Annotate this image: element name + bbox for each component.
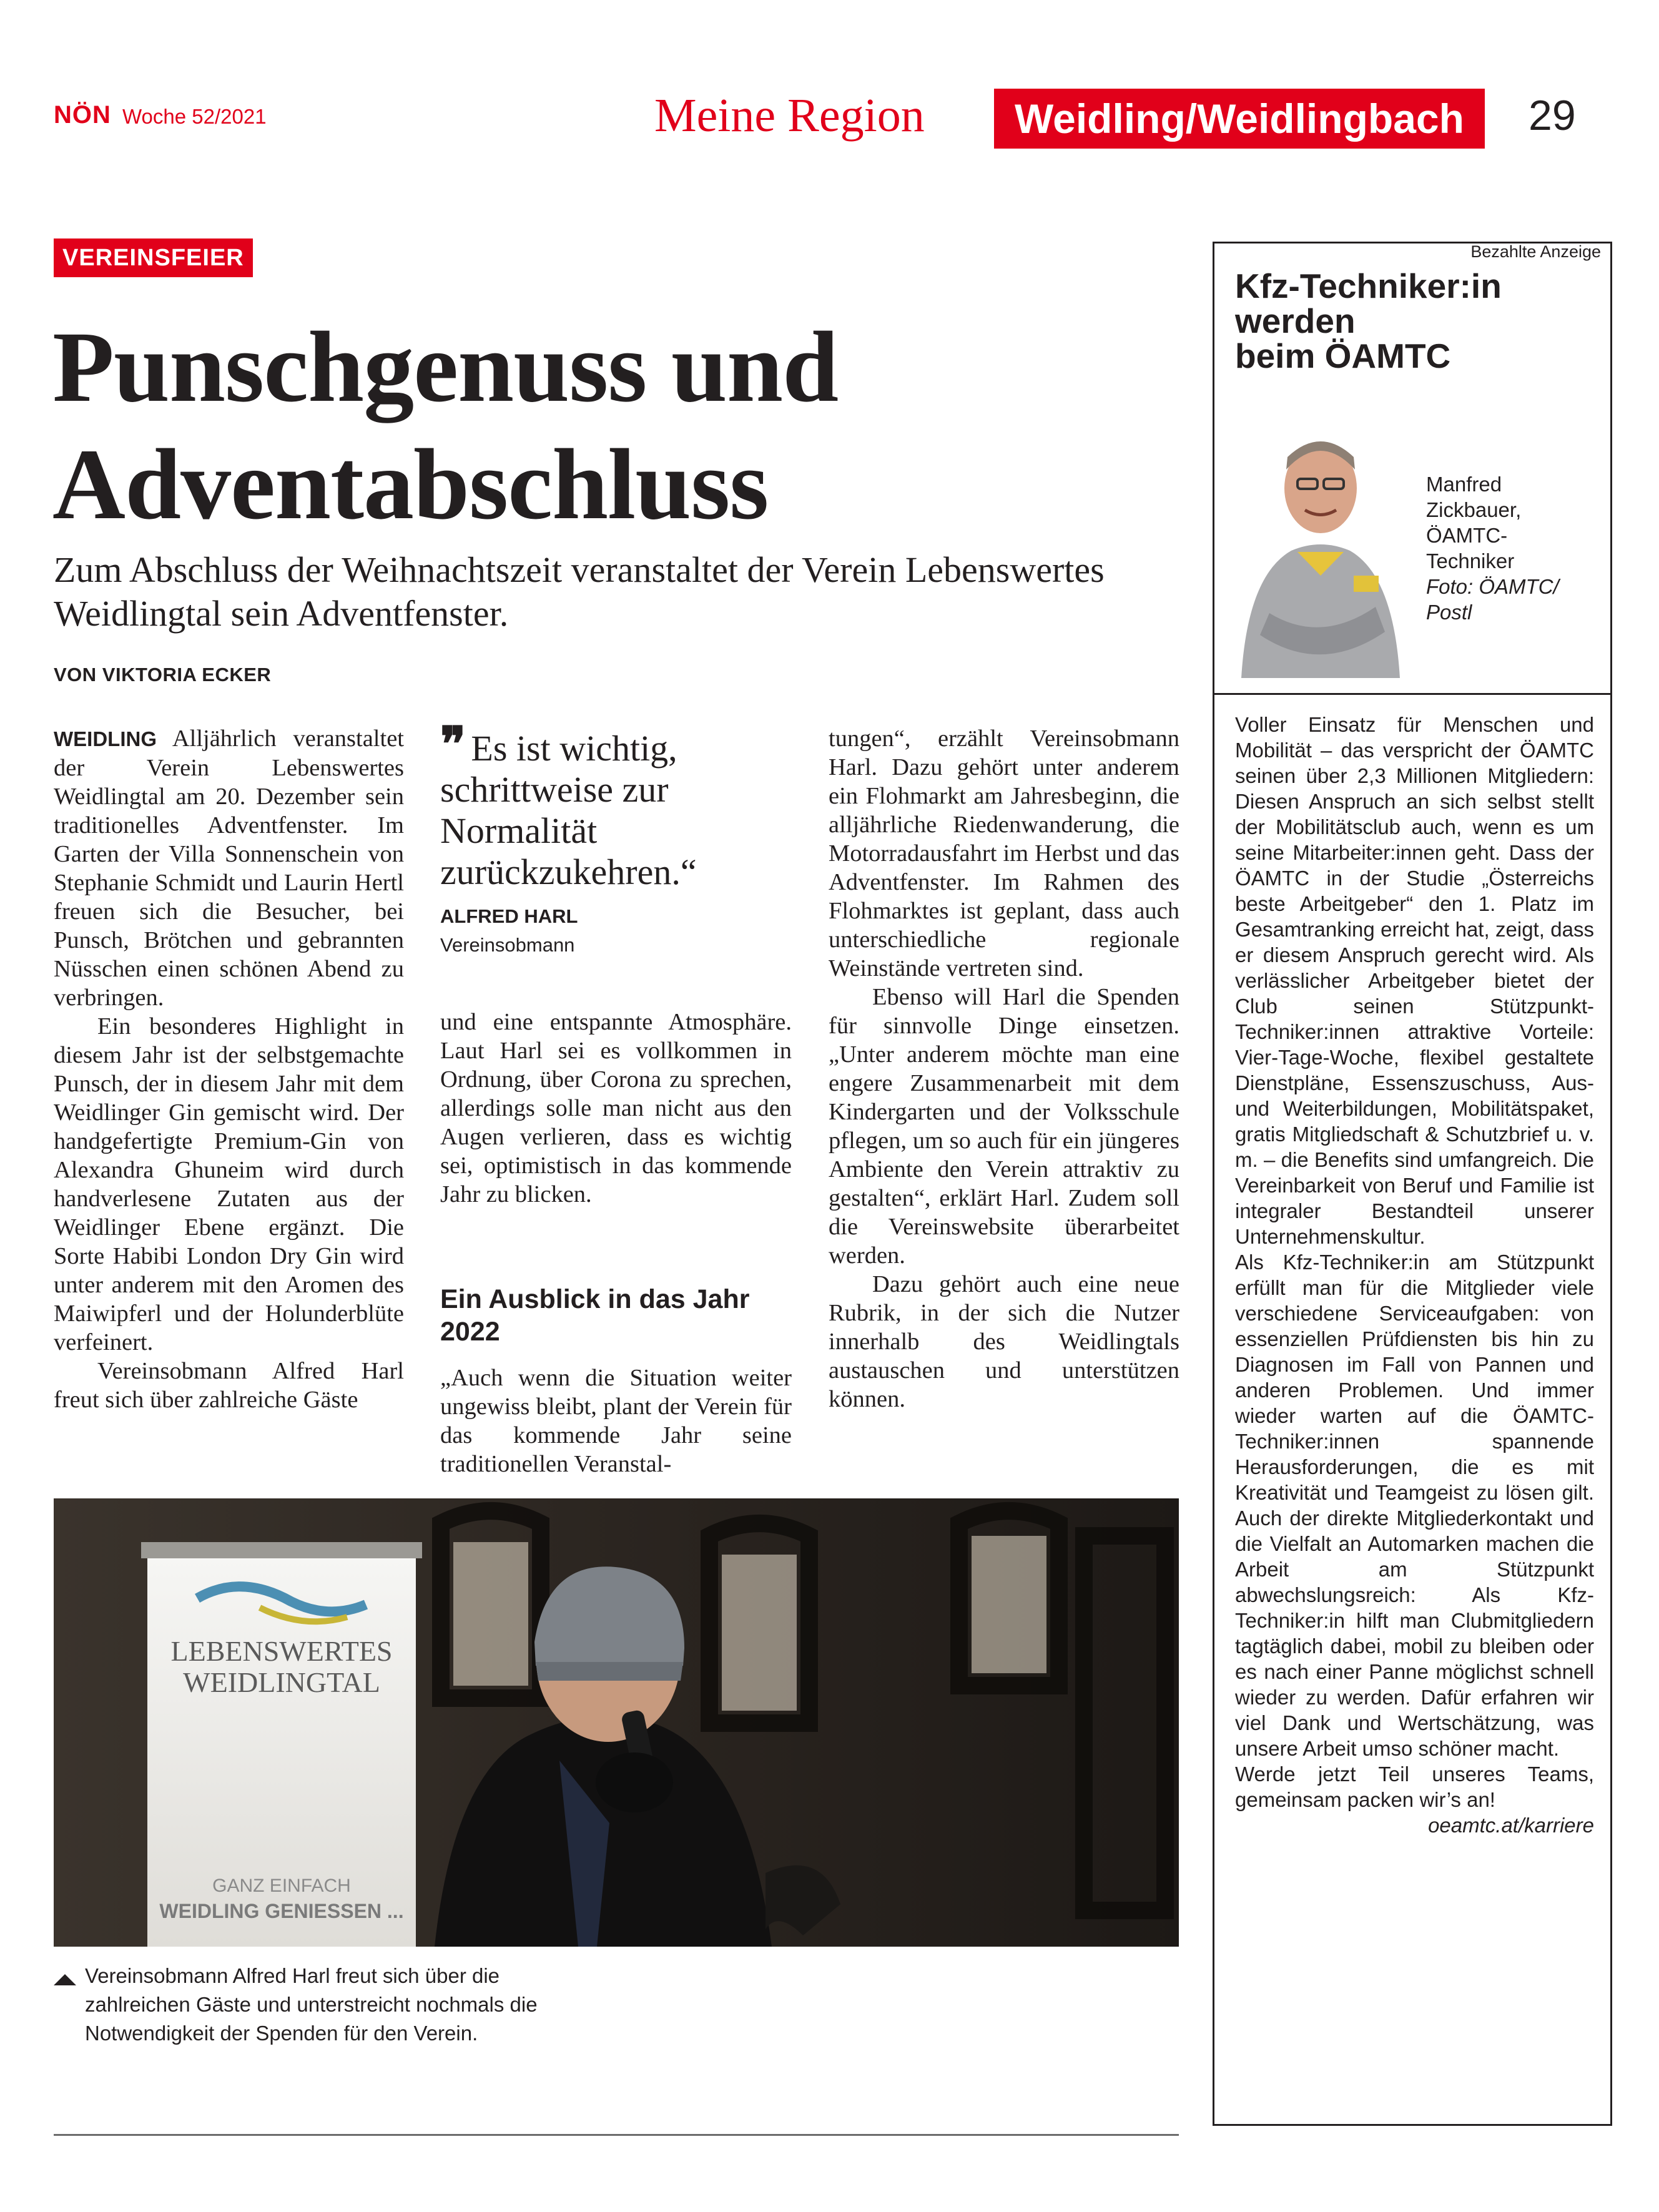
ad-divider <box>1213 693 1612 695</box>
article-column-2 <box>440 1008 792 1209</box>
quote-author: ALFRED HARL <box>440 905 578 927</box>
ad-label: Bezahlte Anzeige <box>1470 242 1601 261</box>
banner-footer-line-1: GANZ EINFACH <box>212 1875 351 1896</box>
paragraph: Dazu gehört auch eine neue Rubrik, in der sich die Nutzer innerhalb des Weidlingtals austauschen und unterstützen können. <box>829 1271 1179 1412</box>
article-kicker: VEREINSFEIER <box>54 238 253 277</box>
ad-photo-credit: Foto: ÖAMTC/ Postl <box>1426 575 1559 624</box>
bottom-divider <box>54 2134 1179 2136</box>
ad-url-link[interactable]: oeamtc.at/karriere <box>1428 1814 1594 1837</box>
region-banner: Weidling/Weidlingbach <box>994 89 1485 149</box>
article-column-3 <box>829 724 1179 1413</box>
headline-line-1: Punschgenuss und <box>52 312 839 423</box>
ad-headline <box>1235 268 1597 373</box>
ad-paragraph: Voller Einsatz für Menschen und Mobilität – das verspricht der ÖAMTC seinen über 2,3 Millionen Mitgliedern: Diesen Anspruch an sich selbst stellt der Mobilitätsclub auch, wenn es um seine Mitarbeiter:innen geht. Dass der ÖAMTC in der Studie „Österreichs beste Arbeitgeber“ den 1. Platz im Gesamtranking erreicht hat, zeigt, dass er diesem Anspruch gerecht wird. Als verlässlicher Arbeitgeber bietet der Club seinen Stützpunkt-Techniker:innen attraktive Vorteile: Vier-Tage-Woche, flexibel gestaltete Dienstpläne, Essenszuschuss, Aus- und Weiterbildungen, Mobilitätspaket, gratis Mitgliedschaft & Schutzbrief u. v. m. – die Benefits sind umfangreich. Die Vereinbarkeit von Beruf und Familie ist integraler Bestandteil unserer Unternehmenskultur. <box>1235 713 1594 1248</box>
pull-quote-text: Es ist wichtig, schrittweise zur Normalität zurückzukehren.“ <box>440 728 697 892</box>
banner-text-line-2: WEIDLINGTAL <box>183 1666 380 1698</box>
paragraph: „Auch wenn die Situation weiter ungewiss bleibt, plant der Verein für das kommende Jahr seine traditionellen Veranstal- <box>440 1365 792 1477</box>
ad-paragraph <box>1235 1761 1594 1837</box>
ad-paragraph: Als Kfz-Techniker:in am Stützpunkt erfüllt man für die Mitglieder viele verschiedene Serviceaufgaben: von essenziellen Prüfdiensten bis hin zu Diagnosen im Fall von Pannen und anderen Problemen. Und immer wieder warten auf die ÖAMTC-Techniker:innen spannende Herausforderungen, die es mit Kreativität und Teamgeist zu lösen gilt. Auch der direkte Mitgliederkontakt und die Vielfalt an Automarken machen die Arbeit am Stützpunkt abwechslungsreich: Als Kfz-Techniker:in hilft man Clubmitgliedern tagtäglich dabei, mobil zu bleiben oder es nach einer Panne möglichst schnell wieder zu werden. Dafür erfahren wir viel Dank und Wertschätzung, was unsere Arbeit umso schöner macht. <box>1235 1251 1594 1760</box>
paragraph-text: Alljährlich veranstaltet der Verein Lebenswertes Weidlingtal am 20. Dezember sein traditionelles Adventfenster. Im Garten der Villa Sonnenschein von Stephanie Schmidt und Laurin Hertl freuen sich die Besucher, bei Punsch, Brötchen und gebrannten Nüsschen einen schönen Abend zu verbringen. <box>54 725 404 1011</box>
paragraph: tungen“, erzählt Vereinsobmann Harl. Dazu gehört unter anderem ein Flohmarkt am Jahresbeginn, die alljährliche Riedenwanderung, die Motorradausfahrt im Herbst und das Adventfenster. Im Rahmen des Flohmarktes ist geplant, dass auch unterschiedliche regionale Weinstände vertreten sind. <box>829 725 1179 981</box>
article-column-2-tail <box>440 1364 792 1478</box>
headline-line-2: Adventabschluss <box>52 429 769 541</box>
paragraph: Ebenso will Harl die Spenden für sinnvolle Dinge einsetzen. „Unter anderem möchte man eine engere Zusammenarbeit mit dem Kindergarten und der Volksschule pflegen, um so auch für ein jüngeres Ambiente den Verein attraktiv zu gestalten“, erklärt Harl. Zudem soll die Vereinswebsite überarbeitet werden. <box>829 984 1179 1269</box>
article-subhead: Ein Ausblick in das Jahr 2022 <box>440 1284 750 1347</box>
article-lead: Zum Abschluss der Weihnachtszeit veranstaltet der Verein Lebenswertes Weidlingtal sein Adventfenster. <box>54 549 1105 634</box>
pull-quote <box>440 719 793 893</box>
newspaper-brand: NÖN <box>54 101 111 129</box>
ad-photo-caption: Manfred Zickbauer, ÖAMTC-Techniker <box>1426 473 1522 573</box>
paragraph: Ein besonderes Highlight in diesem Jahr ist der selbstgemachte Punsch, der in diesem Jahr mit dem Weidlinger Gin gemischt wird. Der handgefertigte Premium-Gin von Alexandra Ghuneim wird durch handverlesene Zutaten aus der Weidlinger Ebene ergänzt. Die Sorte Habibi London Dry Gin wird unter anderem mit den Aromen des Maiwipferl und der Holunderblüte verfeinert. <box>54 1013 404 1355</box>
ad-headline-line-3: beim ÖAMTC <box>1235 337 1451 375</box>
article-byline: VON VIKTORIA ECKER <box>54 664 272 686</box>
caption-arrow-icon <box>54 1974 76 1985</box>
ad-headline-line-2: werden <box>1235 302 1356 340</box>
page-number: 29 <box>1529 92 1576 139</box>
paragraph: Vereinsobmann Alfred Harl freut sich über zahlreiche Gäste <box>54 1358 404 1413</box>
photo-illustration <box>54 1498 1179 1947</box>
issue-week: Woche 52/2021 <box>122 105 267 128</box>
ad-portrait-photo <box>1235 420 1406 678</box>
banner-footer-line-2: WEIDLING GENIESSEN ... <box>159 1900 404 1922</box>
paragraph: und eine entspannte Atmosphäre. Laut Harl sei es vollkommen in Ordnung, über Corona zu sprechen, allerdings solle man nicht aus den Augen verlieren, dass es wichtig sei, optimistisch in das kommende Jahr zu blicken. <box>440 1009 792 1207</box>
paragraph <box>54 724 404 1012</box>
banner-text-line-1: LEBENSWERTES <box>170 1635 393 1667</box>
ad-headline-line-1: Kfz-Techniker:in <box>1235 267 1502 305</box>
ad-call-to-action: Werde jetzt Teil unseres Teams, gemeinsam packen wir’s an! <box>1235 1762 1594 1811</box>
portrait-illustration <box>1235 420 1406 678</box>
section-title: Meine Region <box>654 89 925 142</box>
ad-body-text <box>1235 712 1594 1838</box>
photo-caption: Vereinsobmann Alfred Harl freut sich über die zahlreichen Gäste und unterstreicht nochmals die Notwendigkeit der Spenden für den Verein. <box>85 1964 538 2045</box>
article-headline <box>52 309 1145 544</box>
article-column-1 <box>54 724 404 1414</box>
quote-mark-icon: ❞ <box>440 719 462 771</box>
article-photo <box>54 1498 1179 1947</box>
dateline: WEIDLING <box>54 727 157 750</box>
quote-role: Vereinsobmann <box>440 934 575 956</box>
